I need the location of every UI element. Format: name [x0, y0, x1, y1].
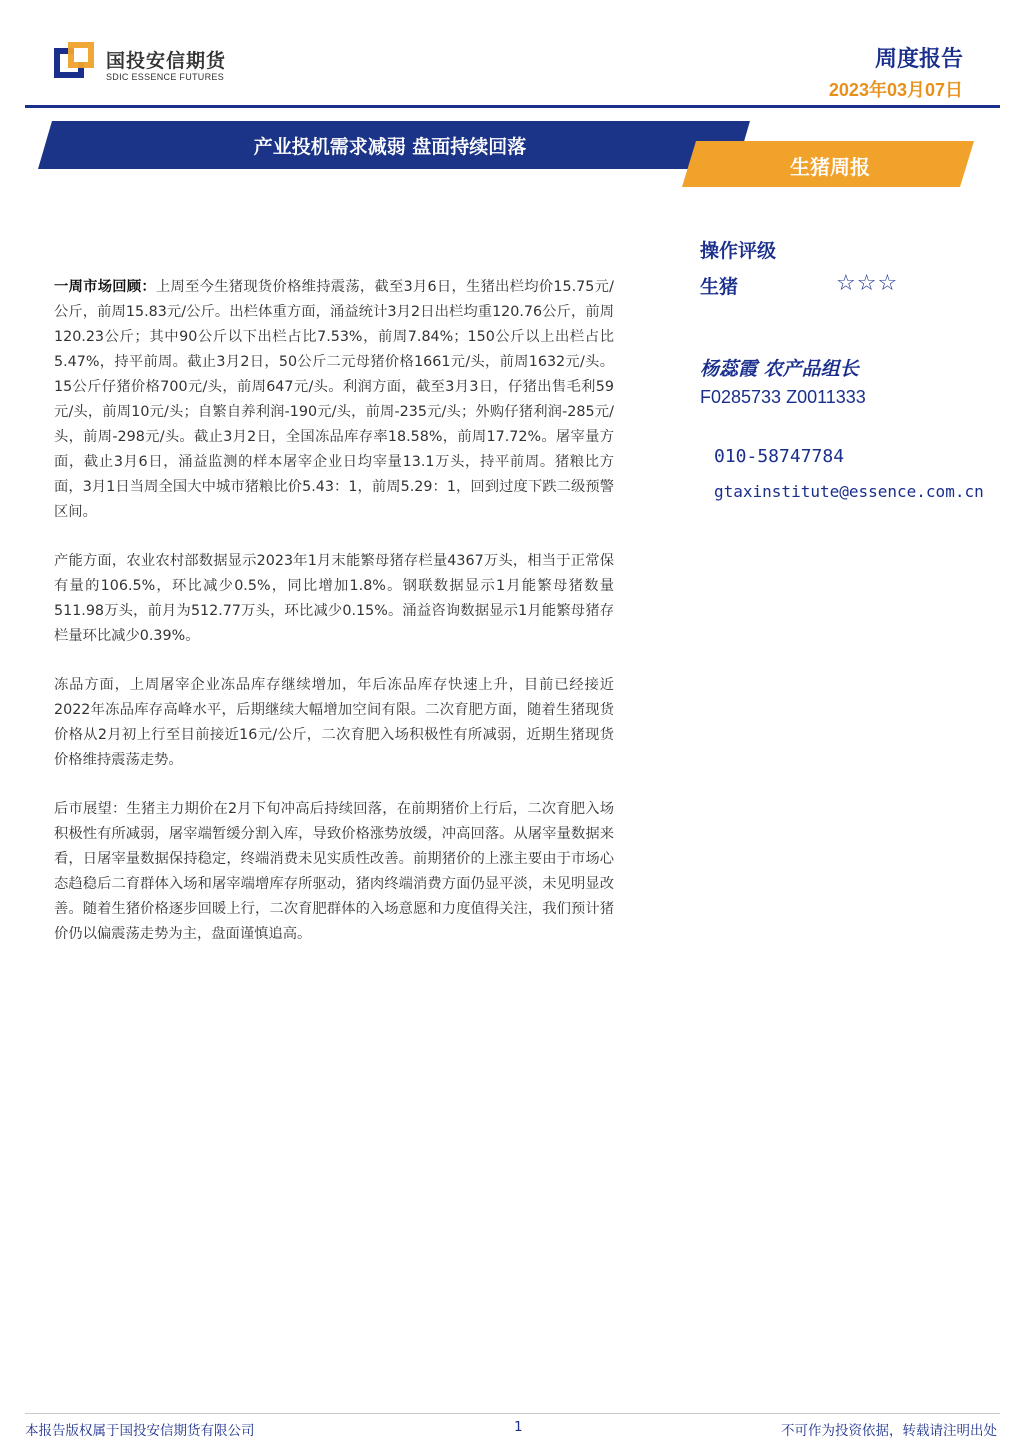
company-logo	[54, 42, 254, 92]
frozen-stock-paragraph: 冻品方面，上周屠宰企业冻品库存继续增加，年后冻品库存快速上升，目前已经接近2022年冻品库存高峰水平，后期继续大幅增加空间有限。二次育肥方面，随着生猪现货价格从2月初上行至目前接近16元/公斤，二次育肥入场积极性有所减弱，近期生猪现货价格维持震荡走势。	[54, 677, 614, 768]
market-review-label: 一周市场回顾：	[54, 279, 156, 295]
report-title: 产业投机需求减弱 盘面持续回落	[253, 136, 527, 158]
rating-label: 生猪	[700, 276, 739, 298]
report-subtitle: 生猪周报	[790, 155, 870, 179]
star-rating-icon: ☆☆☆	[836, 271, 899, 296]
footer-disclaimer: 不可作为投资依据，转载请注明出处	[781, 1423, 997, 1439]
report-type: 周度报告	[874, 47, 963, 72]
logo-mark-icon	[54, 42, 94, 82]
market-review-paragraph	[54, 275, 614, 525]
analyst-certificates: F0285733 Z0011333	[700, 387, 866, 407]
footer-copyright: 本报告版权属于国投安信期货有限公司	[25, 1423, 255, 1439]
page-number: 1	[514, 1419, 523, 1435]
contact-email[interactable]: gtaxinstitute@essence.com.cn	[714, 482, 984, 501]
analyst-name: 杨蕊霞 农产品组长	[700, 358, 859, 380]
market-review-text: 上周至今生猪现货价格维持震荡，截至3月6日，生猪出栏均价15.75元/公斤，前周15.83元/公斤。出栏体重方面，涌益统计3月2日出栏均重120.76公斤，前周120.23公斤；其中90公斤以下出栏占比7.53%，前周7.84%；150公斤以上出栏占比5.47%，持平前周。截止3月2日，50公斤二元母猪价格1661元/头，前周1632元/头。15公斤仔猪价格700元/头，前周647元/头。利润方面，截至3月3日，仔猪出售毛利59元/头，前周10元/头；自繁自养利润-190元/头，前周-235元/头；外购仔猪利润-285元/头，前周-298元/头。截止3月2日，全国冻品库存率18.58%，前周17.72%。屠宰量方面，截止3月6日，涌益监测的样本屠宰企业日均宰量13.1万头，持平前周。猪粮比方面，3月1日当周全国大中城市猪粮比价5.43：1，前周5.29：1，回到过度下跌二级预警区间。	[54, 279, 615, 520]
outlook-paragraph: 后市展望：生猪主力期价在2月下旬冲高后持续回落，在前期猪价上行后，二次育肥入场积极性有所减弱，屠宰端暂缓分割入库，导致价格涨势放缓，冲高回落。从屠宰量数据来看，日屠宰量数据保持稳定，终端消费未见实质性改善。前期猪价的上涨主要由于市场心态趋稳后二育群体入场和屠宰端增库存所驱动，猪肉终端消费方面仍显平淡，未见明显改善。随着生猪价格逐步回暖上行，二次育肥群体的入场意愿和力度值得关注，我们预计猪价仍以偏震荡走势为主，盘面谨慎追高。	[54, 801, 614, 942]
report-body	[54, 275, 614, 971]
capacity-paragraph: 产能方面，农业农村部数据显示2023年1月末能繁母猪存栏量4367万头，相当于正常保有量的106.5%，环比减少0.5%，同比增加1.8%。钢联数据显示1月能繁母猪数量511.98万头，前月为512.77万头，环比减少0.15%。涌益咨询数据显示1月能繁母猪存栏量环比减少0.39%。	[54, 553, 614, 644]
footer-divider	[25, 1413, 1000, 1414]
logo-name-en: SDIC ESSENCE FUTURES	[106, 72, 225, 82]
logo-name-cn: 国投安信期货	[106, 50, 227, 72]
header-divider	[25, 105, 1000, 108]
contact-phone: 010-58747784	[714, 446, 845, 467]
rating-row	[700, 272, 920, 300]
report-date: 2023年03月07日	[828, 80, 963, 100]
rating-heading: 操作评级	[700, 240, 777, 262]
